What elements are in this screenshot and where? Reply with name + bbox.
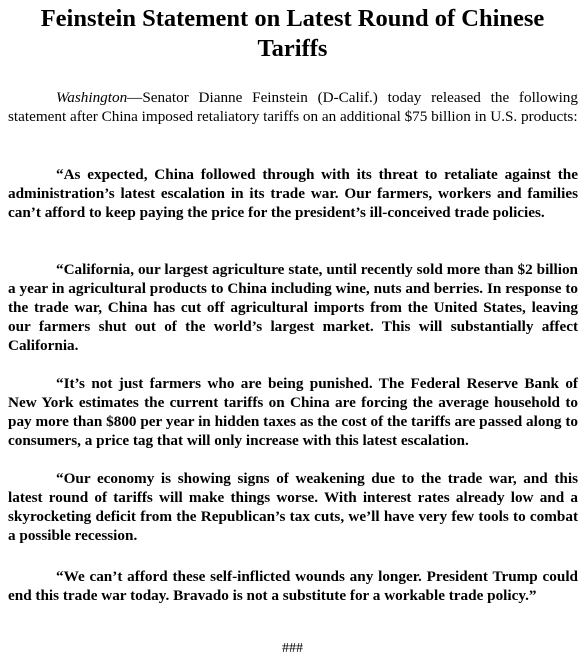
page-title: Feinstein Statement on Latest Round of Chinese Tariffs bbox=[40, 5, 545, 62]
intro-paragraph bbox=[8, 88, 578, 126]
intro-text: —Senator Dianne Feinstein (D-Calif.) today released the following statement after China imposed retaliatory tariffs on an additional $75 billion in U.S. products: bbox=[8, 89, 578, 125]
dateline: Washington bbox=[56, 89, 128, 106]
quote-paragraph-5: “We can’t afford these self-inflicted wounds any longer. President Trump could end this trade war today. Bravado is not a substitute for a workable trade policy.” bbox=[8, 568, 578, 604]
quote-paragraph-3: “It’s not just farmers who are being punished. The Federal Reserve Bank of New York estimates the current tariffs on China are forcing the average household to pay more than $800 per year in hidden taxes as the cost of the tariffs are passed along to consumers, a price tag that will only increase with this latest escalation. bbox=[8, 375, 578, 449]
quote-paragraph-4: “Our economy is showing signs of weakening due to the trade war, and this latest round of tariffs will make things worse. With interest rates already low and a skyrocketing deficit from the Republican’s tax cuts, we’ll have very few tools to combat a possible recession. bbox=[8, 470, 578, 544]
quote-paragraph-2: “California, our largest agriculture state, until recently sold more than $2 billion a year in agricultural products to China including wine, nuts and berries. In response to the trade war, China has cut off agricultural imports from the United States, leaving our farmers shut out of the world’s largest market. This will substantially affect California. bbox=[8, 261, 578, 354]
quote-paragraph-1: “As expected, China followed through with its threat to retaliate against the administration’s latest escalation in its trade war. Our farmers, workers and families can’t afford to keep paying the price for the president’s ill-conceived trade policies. bbox=[8, 166, 578, 221]
end-mark: ### bbox=[282, 641, 303, 656]
